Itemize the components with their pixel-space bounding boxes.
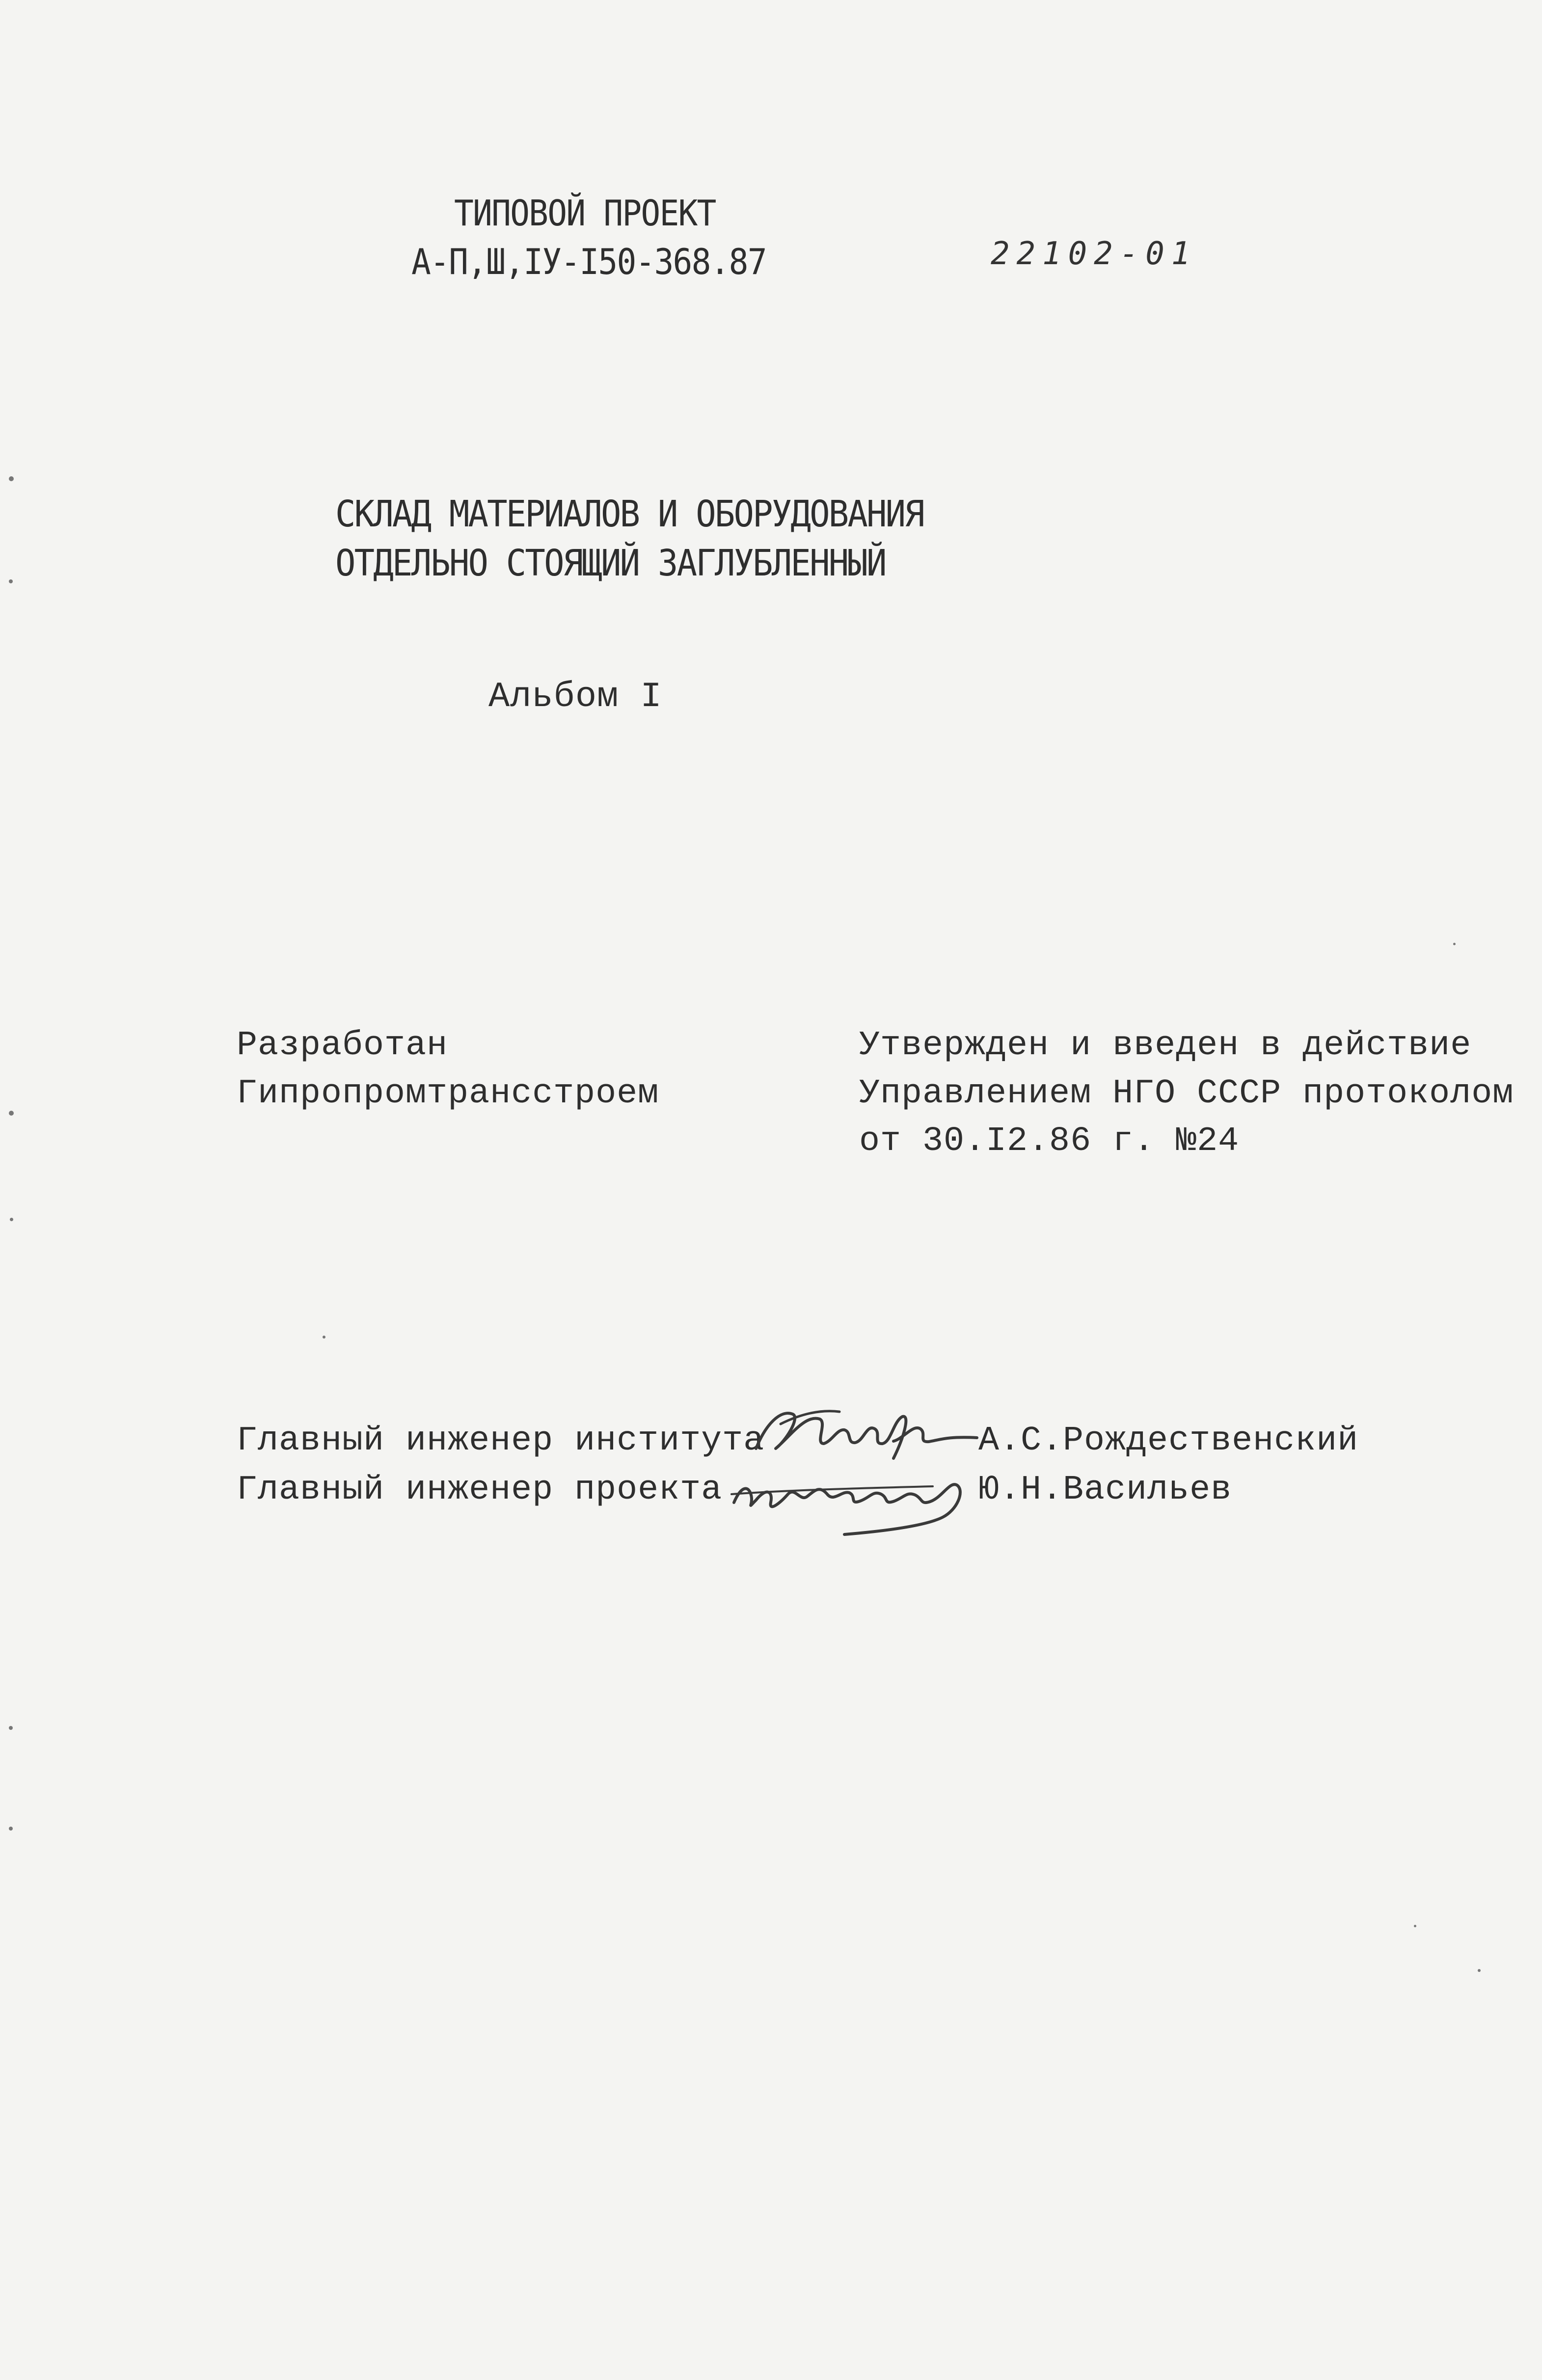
project-number: А-П,Ш,IУ-I50-368.87: [411, 241, 766, 282]
scan-speck: [10, 1218, 13, 1221]
scan-speck: [9, 476, 14, 481]
scan-speck: [9, 1726, 13, 1730]
scan-speck: [9, 1827, 13, 1831]
scan-speck: [323, 1336, 325, 1339]
signature-name-2: Ю.Н.Васильев: [978, 1471, 1232, 1509]
scan-speck: [9, 1111, 14, 1116]
handwritten-code: 22102-01: [991, 236, 1197, 272]
document-title-line-1: СКЛАД МАТЕРИАЛОВ И ОБОРУДОВАНИЯ: [335, 493, 923, 535]
approval-line-3: от 30.I2.86 г. №24: [859, 1122, 1240, 1161]
album-label: Альбом I: [488, 677, 662, 717]
document-title-line-2: ОТДЕЛЬНО СТОЯЩИЙ ЗАГЛУБЛЕННЫЙ: [335, 542, 886, 584]
developed-by-label: Разработан: [237, 1026, 448, 1065]
handwritten-signature-2: [727, 1456, 977, 1544]
scan-speck: [1453, 943, 1456, 945]
scan-speck: [9, 579, 13, 583]
approval-line-2: Управлением НГО СССР протоколом: [859, 1074, 1514, 1113]
developer-organization: Гипропромтрансстроем: [237, 1074, 659, 1113]
signature-role-1: Главный инженер института: [237, 1422, 765, 1460]
signature-role-2: Главный инженер проекта: [237, 1471, 723, 1509]
scan-speck: [1414, 1925, 1416, 1927]
approval-line-1: Утвержден и введен в действие: [859, 1026, 1472, 1065]
signature-name-1: А.С.Рождественский: [978, 1422, 1359, 1460]
scan-speck: [1478, 1969, 1481, 1972]
project-type-label: ТИПОВОЙ ПРОЕКТ: [454, 192, 716, 234]
